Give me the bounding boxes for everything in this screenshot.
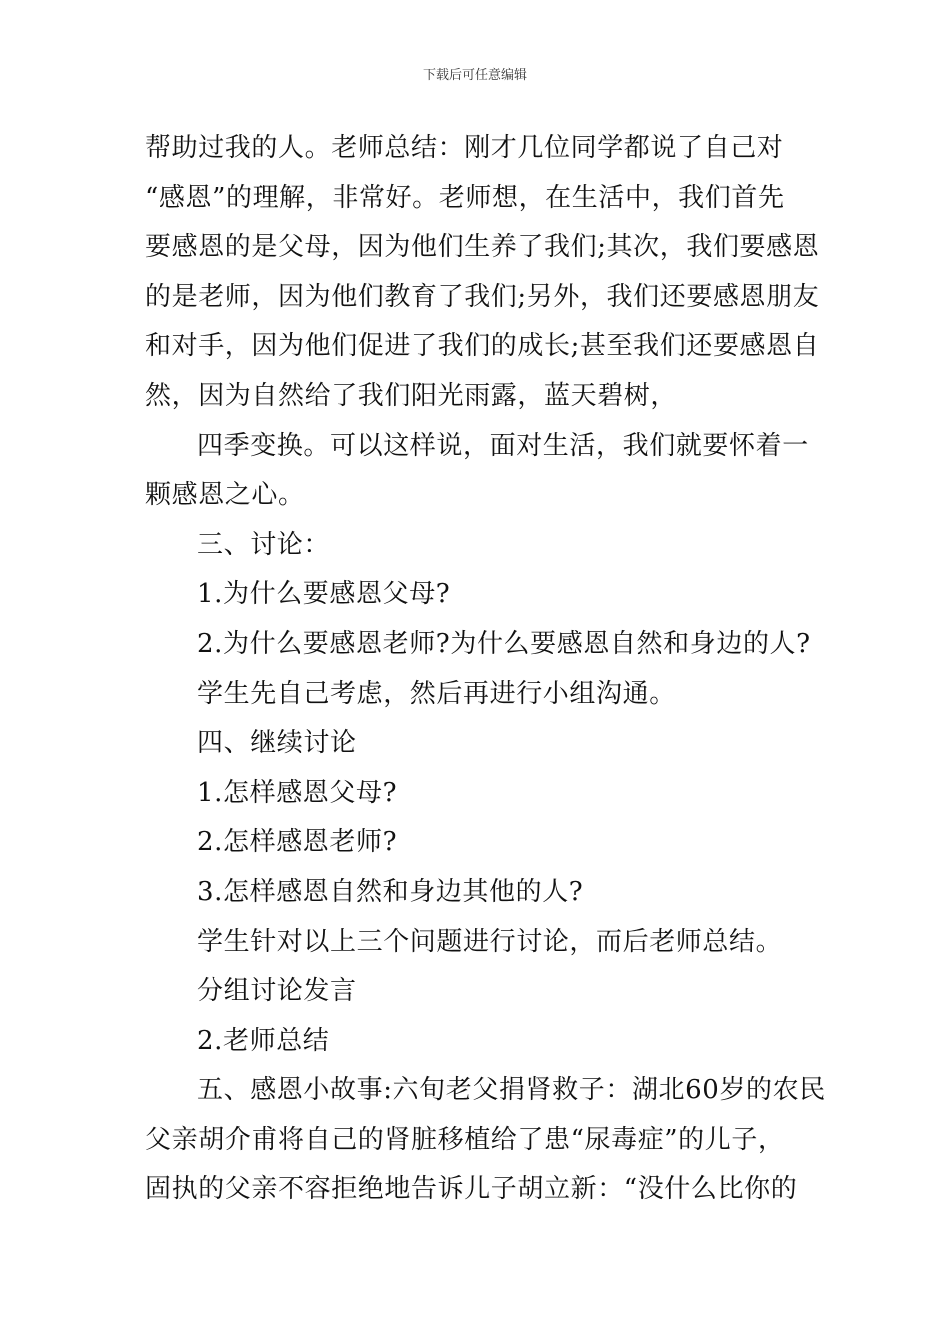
body-line: 颗感恩之心。 (145, 480, 305, 511)
page-header: 下载后可任意编辑 (422, 68, 527, 83)
list-item: 3.怎样感恩自然和身边其他的人? (197, 876, 584, 907)
body-line: 学生先自己考虑，然后再进行小组沟通。 (197, 678, 676, 709)
body-line: 的是老师，因为他们教育了我们;另外，我们还要感恩朋友 (145, 281, 820, 312)
body-line: 帮助过我的人。老师总结：刚才几位同学都说了自己对 (145, 133, 784, 163)
section-heading: 四、继续讨论 (197, 728, 357, 759)
list-item: 2.怎样感恩老师? (197, 827, 398, 858)
body-line: 然，因为自然给了我们阳光雨露，蓝天碧树， (145, 380, 678, 411)
list-item: 2.为什么要感恩老师?为什么要感恩自然和身边的人? (197, 628, 811, 659)
body-line: 分组讨论发言 (197, 976, 357, 1007)
body-line: 四季变换。可以这样说，面对生活，我们就要怀着一 (197, 430, 809, 461)
body-line: 学生针对以上三个问题进行讨论，而后老师总结。 (197, 926, 783, 957)
body-line: “感恩”的理解，非常好。老师想，在生活中，我们首先 (145, 182, 785, 213)
section-heading: 五、感恩小故事:六旬老父捐肾救子：湖北60岁的农民 (197, 1075, 826, 1106)
body-line: 父亲胡介甫将自己的肾脏移植给了患“尿毒症”的儿子， (145, 1124, 785, 1155)
list-item: 1.怎样感恩父母? (197, 777, 398, 808)
section-heading: 三、讨论： (197, 529, 331, 560)
list-item: 2.老师总结 (197, 1025, 330, 1056)
document-body (145, 124, 826, 1215)
body-line: 要感恩的是父母，因为他们生养了我们;其次，我们要感恩 (145, 232, 820, 263)
list-item: 1.为什么要感恩父母? (197, 579, 451, 610)
body-line: 固执的父亲不容拒绝地告诉儿子胡立新：“没什么比你的 (145, 1174, 798, 1205)
body-line: 和对手，因为他们促进了我们的成长;甚至我们还要感恩自 (145, 331, 820, 362)
